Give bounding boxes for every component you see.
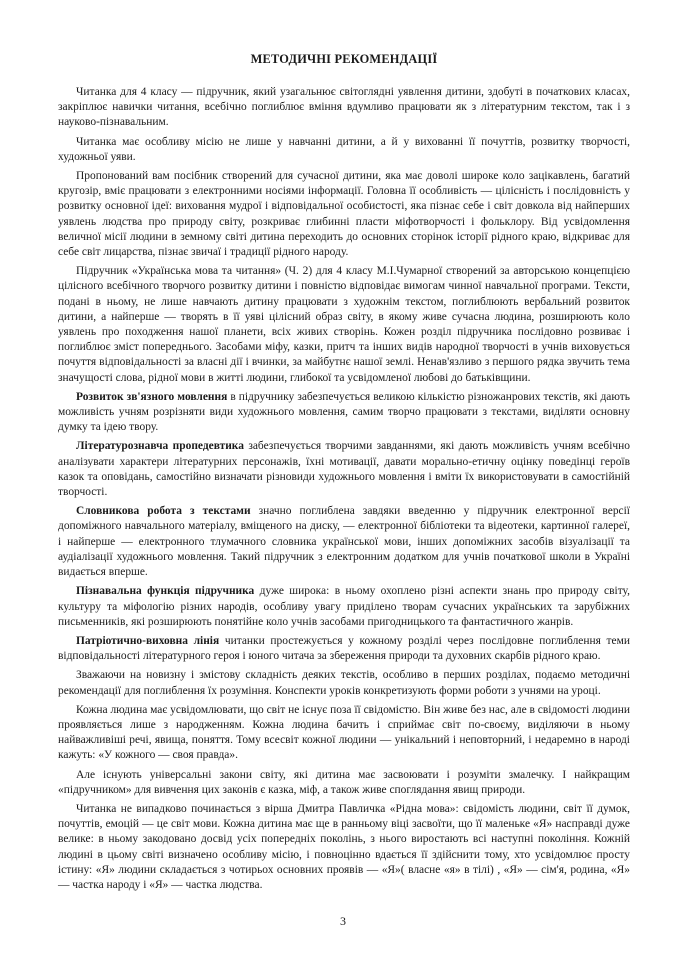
paragraph	[58, 634, 630, 664]
page-number: 3	[340, 914, 346, 928]
paragraph-text: в підручнику забезпечується великою кількістю різножанрових текстів, які дають можливість учням розрізняти види художнього мовлення, самим творчо працювати з текстами, виділяти основну думку та ідею твору.	[58, 390, 630, 434]
paragraph-text: Читанка для 4 класу — підручник, який узагальнює світоглядні уявлення дитини, здобуті в початкових класах, закріплює навички читання, всебічно поглиблює вміння вдумливо працювати як з літературним текстом, так і з науково-пізнавальним.	[58, 86, 630, 129]
paragraph	[58, 169, 630, 260]
page-title: МЕТОДИЧНІ РЕКОМЕНДАЦІЇ	[250, 52, 438, 66]
paragraph-lead: Словникова робота з текстами	[76, 505, 251, 518]
paragraph	[58, 135, 630, 165]
paragraph	[58, 668, 630, 698]
paragraph	[58, 85, 630, 131]
paragraph	[58, 439, 630, 500]
paragraph	[58, 584, 630, 630]
paragraph-text: значно поглиблена завдяки введенню у підручник електронної версії допоміжного навчального матеріалу, вміщеного на диску, — електронної бібліотеки та відеотеки, картинної галереї, і найперше — електронного тлумачного словника української мови, інших допоміжних засобів візуалізації та аудіалізації художнього мовлення. Такий підручник з електронним додатком для учнів початкової школи в Україні видається вперше.	[58, 505, 630, 579]
paragraph-lead: Розвиток зв'язного мовлення	[76, 390, 228, 403]
paragraph-lead: Пізнавальна функція підручника	[76, 585, 255, 598]
paragraph-text: дуже широка: в ньому охоплено різні аспекти знань про природу світу, культуру та міфологію різних народів, особливу увагу приділено творам сучасних українських та зарубіжних письменників, які розширюють понятійне коло учнів засобами пригодницького та фантастичного жанрів.	[58, 585, 630, 628]
paragraph-text: Читанка не випадково починається з вірша Дмитра Павличка «Рідна мова»: свідомість людини, світ її думок, почуттів, емоцій — це світ мови. Кожна дитина має ще в ранньому віці засвоїти, що її маленьке «Я» насправді дуже велике: в ньому закодовано досвід усіх попередніх поколінь, з нього виростають всі наступні покоління. Кожній людині в цьому світі визначено особливу місію, і повноцінно вдається її здійснити тому, хто усвідомлює просту істину: «Я» людини складається з чотирьох основних проявів — «Я»( власне «я» в тілі) , «Я» — сім'я, родина, «Я» — частка народу і «Я» — частка людства.	[58, 802, 630, 891]
document-body	[58, 85, 630, 893]
paragraph	[58, 504, 630, 580]
paragraph	[58, 390, 630, 436]
paragraph	[58, 768, 630, 798]
paragraph-lead: Патріотично-виховна лінія	[76, 634, 220, 647]
paragraph-text: читанки простежується у кожному розділі через послідовне поглиблення теми відповідальності літературного героя і юного читача за збереження природи та духовних скарбів рідного краю.	[58, 634, 630, 663]
paragraph-text: Підручник «Українська мова та читання» (Ч. 2) для 4 класу М.І.Чумарної створений за авторською концепцією цілісного всебічного творчого розвитку дитини і повністю відповідає вимогам чинної навчальної програми. Тексти, подані в ньому, не лише навчають дитину працювати з художнім текстом, поглиблюють вербальний розвиток дитини, а найперше — творять в її уяві цілісний образ світу, в якому живе сучасна людина, розширюють коло уявлень про походження нашої планети, всіх живих створінь. Кожен розділ підручника послідовно розвиває і поглиблює зміст попереднього. Засобами міфу, казки, притч та інших видів народної творчості в учнів виховується почуття відповідальності за власні дії і вчинки, за майбутнє нашої землі. Ненав'язливо з першого рядка звучить тема значущості слова, рідної мови в житті людини, глибокої та усвідомленої любові до батьківщини.	[58, 265, 630, 384]
paragraph-text: Читанка має особливу місію не лише у навчанні дитини, а й у вихованні її почуттів, розвитку творчості, художньої уяви.	[58, 135, 630, 163]
paragraph-text: Пропонований вам посібник створений для сучасної дитини, яка має доволі широке коло зацікавлень, багатий кругозір, вміє працювати з електронними носіями інформації. Головна її особливість — цілісність і послідовність у розвитку основної ідеї: виховання мудрої і відповідальної особистості, яка пізнає себе і світ довкола від найперших уявлень людства про природу світу, розкриває глибинні пласти міфотворчості і фольклору. Від усвідомлення величної місії людини в земному світі дитина переходить до основних сторінок історії рідного краю, відкриває для себе світ лицарства, пізнає звичаї і традиції рідного народу.	[58, 170, 630, 259]
paragraph-text: Але існують універсальні закони світу, які дитина має засвоювати і розуміти змалечку. І найкращим «підручником» для вивчення цих законів є казка, міф, а також живе споглядання явищ природи.	[58, 768, 630, 796]
paragraph	[58, 703, 630, 764]
paragraph-text: Кожна людина має усвідомлювати, що світ не існує поза її свідомістю. Він живе без нас, але в свідомості людини проявляється лише з народженням. Кожна людина бачить і сприймає світ по-своєму, виділяючи в ньому найважливіші речі, явища, поняття. Тому всесвіт кожної людини — унікальний і неповторний, і недаремно в народі кажуть: «У кожного — своя правда».	[58, 703, 630, 762]
paragraph-lead: Літературознавча пропедевтика	[76, 440, 244, 453]
paragraph-text: Зважаючи на новизну і змістову складність деяких текстів, особливо в перших розділах, подаємо методичні рекомендації для поглиблення їх розуміння. Конспекти уроків конкретизують форми роботи з учнями на уроці.	[58, 669, 630, 697]
paragraph-text: забезпечується творчими завданнями, які дають можливість учням всебічно аналізувати характери літературних персонажів, їхні мотивації, давати морально-етичну оцінку поведінці героїв казок та оповідань, самостійно визначати різновиди художнього мовлення і вміти їх використовувати в самостійній творчості.	[58, 440, 630, 499]
paragraph	[58, 264, 630, 386]
paragraph	[58, 802, 630, 893]
